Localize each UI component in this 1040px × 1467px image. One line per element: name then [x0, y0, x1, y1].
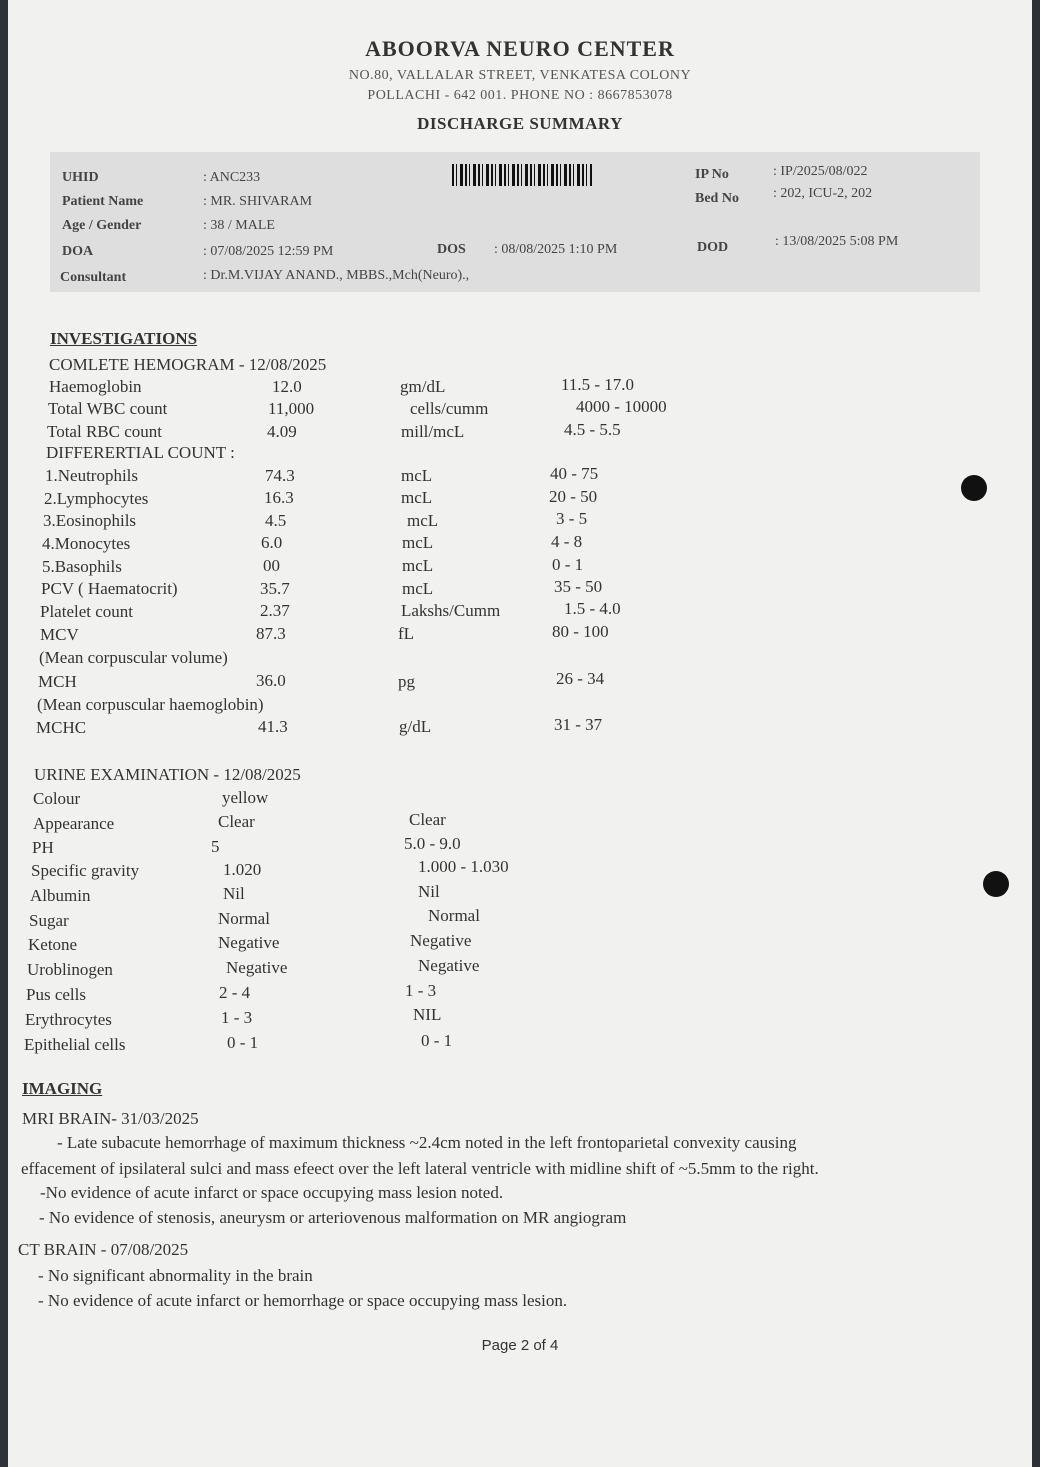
dos-value: : 08/08/2025 1:10 PM — [494, 242, 618, 257]
urine-test-value: Clear — [218, 812, 255, 831]
test-unit: Lakshs/Cumm — [401, 601, 501, 620]
punch-hole — [961, 475, 987, 501]
test-unit: mcL — [402, 556, 434, 575]
doa-label: DOA — [62, 244, 94, 259]
mri-finding: -No evidence of acute infarct or space occupying mass lesion noted. — [40, 1183, 504, 1202]
patient-name-label: Patient Name — [62, 194, 144, 209]
urine-test-value: 0 - 1 — [227, 1033, 259, 1052]
urine-title: URINE EXAMINATION - 12/08/2025 — [34, 765, 301, 784]
ip-label: IP No — [695, 167, 729, 182]
test-name: Haemoglobin — [49, 377, 142, 396]
test-name: MCV — [40, 625, 79, 644]
barcode-icon — [452, 164, 592, 186]
test-range: 40 - 75 — [550, 464, 599, 483]
test-name: Total WBC count — [48, 399, 168, 418]
test-unit: fL — [398, 624, 415, 643]
test-note: (Mean corpuscular haemoglobin) — [37, 695, 264, 714]
test-unit: mcL — [401, 466, 433, 485]
mri-finding: - Late subacute hemorrhage of maximum thickness ~2.4cm noted in the left frontoparietal convexity causing — [57, 1133, 797, 1152]
test-name: 1.Neutrophils — [45, 466, 139, 485]
bed-label: Bed No — [695, 191, 739, 206]
test-value: 6.0 — [261, 533, 283, 552]
test-value: 41.3 — [258, 717, 288, 736]
background-left — [0, 0, 8, 1467]
test-note: (Mean corpuscular volume) — [39, 648, 228, 667]
mri-finding: effacement of ipsilateral sulci and mass efeect over the left lateral ventricle with midline shift of ~5.5mm to the right. — [21, 1159, 819, 1178]
test-unit: mcL — [402, 533, 434, 552]
test-range: 31 - 37 — [554, 715, 603, 734]
test-name: 2.Lymphocytes — [44, 489, 149, 508]
urine-test-value: Negative — [218, 933, 280, 952]
test-range: 80 - 100 — [552, 622, 609, 641]
test-unit: mcL — [407, 511, 439, 530]
test-unit: mcL — [402, 579, 434, 598]
urine-test-ref: Nil — [418, 882, 440, 901]
address-line-2: POLLACHI - 642 001. PHONE NO : 8667853078 — [367, 88, 673, 103]
test-name: 4.Monocytes — [42, 534, 131, 553]
imaging-heading: IMAGING — [22, 1079, 103, 1098]
doa-value: : 07/08/2025 12:59 PM — [203, 244, 334, 259]
dos-label: DOS — [437, 242, 466, 257]
test-range: 3 - 5 — [556, 509, 588, 528]
test-value: 87.3 — [256, 624, 286, 643]
urine-test-ref: 1 - 3 — [405, 981, 437, 1000]
urine-test-value: 5 — [211, 837, 220, 856]
test-value: 2.37 — [260, 601, 290, 620]
test-unit: cells/cumm — [410, 399, 489, 418]
urine-test-value: 1.020 — [223, 860, 262, 879]
test-unit: pg — [398, 672, 415, 691]
test-value: 12.0 — [272, 377, 302, 396]
urine-test-ref: Normal — [428, 906, 480, 925]
test-range: 35 - 50 — [554, 577, 603, 596]
ct-finding: - No evidence of acute infarct or hemorrhage or space occupying mass lesion. — [38, 1291, 568, 1310]
test-value: 4.09 — [267, 422, 297, 441]
test-range: 4 - 8 — [551, 532, 583, 551]
urine-test-ref: Clear — [409, 810, 446, 829]
test-name: MCHC — [36, 718, 87, 737]
urine-test-value: Negative — [226, 958, 288, 977]
mri-title: MRI BRAIN- 31/03/2025 — [22, 1109, 199, 1128]
urine-test-name: Epithelial cells — [24, 1035, 126, 1054]
test-range: 11.5 - 17.0 — [561, 375, 635, 394]
dod-label: DOD — [697, 240, 729, 255]
urine-test-ref: 0 - 1 — [421, 1031, 453, 1050]
urine-test-ref: Negative — [410, 931, 472, 950]
ip-value: : IP/2025/08/022 — [773, 164, 868, 179]
background-right — [1032, 0, 1040, 1467]
center-name: ABOORVA NEURO CENTER — [365, 36, 675, 61]
bed-value: : 202, ICU-2, 202 — [773, 186, 873, 201]
urine-test-value: Normal — [218, 909, 270, 928]
test-value: 35.7 — [260, 579, 290, 598]
ct-finding: - No significant abnormality in the brain — [38, 1266, 313, 1285]
urine-test-value: 1 - 3 — [221, 1008, 253, 1027]
urine-test-ref: NIL — [413, 1005, 442, 1024]
test-unit: g/dL — [399, 717, 432, 736]
test-name: Platelet count — [40, 602, 134, 621]
test-name: Total RBC count — [47, 422, 162, 441]
urine-test-name: Albumin — [30, 886, 91, 905]
uhid-label: UHID — [62, 170, 99, 185]
age-gender-label: Age / Gender — [62, 218, 142, 233]
urine-test-ref: 1.000 - 1.030 — [418, 857, 509, 876]
test-unit: mcL — [401, 488, 433, 507]
urine-test-name: Specific gravity — [31, 861, 140, 880]
test-unit: mill/mcL — [401, 422, 465, 441]
investigations-heading: INVESTIGATIONS — [50, 329, 198, 348]
test-range: 4000 - 10000 — [576, 397, 667, 416]
test-range: 4.5 - 5.5 — [564, 420, 621, 439]
test-value: 74.3 — [265, 466, 295, 485]
urine-test-name: Uroblinogen — [27, 960, 113, 979]
urine-test-value: yellow — [222, 788, 269, 807]
test-unit: gm/dL — [400, 377, 446, 396]
urine-test-name: Appearance — [33, 814, 115, 833]
test-name: 3.Eosinophils — [43, 511, 137, 530]
consultant-value: : Dr.M.VIJAY ANAND., MBBS.,Mch(Neuro)., — [203, 268, 470, 283]
test-value: 11,000 — [268, 399, 315, 418]
test-range: 0 - 1 — [552, 555, 584, 574]
differential-title: DIFFERERTIAL COUNT : — [46, 443, 235, 462]
page-number: Page 2 of 4 — [481, 1337, 559, 1354]
urine-test-ref: Negative — [418, 956, 480, 975]
test-range: 20 - 50 — [549, 487, 598, 506]
patient-name-value: : MR. SHIVARAM — [203, 194, 313, 209]
urine-test-name: PH — [32, 838, 54, 857]
ct-title: CT BRAIN - 07/08/2025 — [18, 1240, 189, 1259]
address-line-1: NO.80, VALLALAR STREET, VENKATESA COLONY — [348, 68, 692, 83]
test-name: 5.Basophils — [42, 557, 122, 576]
test-name: PCV ( Haematocrit) — [41, 579, 178, 598]
dod-value: : 13/08/2025 5:08 PM — [775, 234, 899, 249]
test-range: 1.5 - 4.0 — [564, 599, 621, 618]
test-range: 26 - 34 — [556, 669, 605, 688]
age-gender-value: : 38 / MALE — [203, 218, 275, 233]
test-value: 00 — [263, 556, 280, 575]
hemogram-title: COMLETE HEMOGRAM - 12/08/2025 — [49, 355, 327, 374]
uhid-value: : ANC233 — [203, 170, 261, 185]
test-value: 36.0 — [256, 671, 286, 690]
urine-test-name: Sugar — [29, 911, 69, 930]
test-name: MCH — [38, 672, 77, 691]
urine-test-name: Pus cells — [26, 985, 86, 1004]
urine-test-name: Colour — [33, 789, 81, 808]
urine-test-value: Nil — [223, 884, 245, 903]
test-value: 16.3 — [264, 488, 294, 507]
urine-test-ref: 5.0 - 9.0 — [404, 834, 461, 853]
urine-test-name: Ketone — [28, 935, 78, 954]
test-value: 4.5 — [265, 511, 287, 530]
document-title: DISCHARGE SUMMARY — [417, 114, 623, 133]
center-address — [0, 66, 1040, 106]
urine-test-name: Erythrocytes — [25, 1010, 112, 1029]
mri-finding: - No evidence of stenosis, aneurysm or arteriovenous malformation on MR angiogram — [39, 1208, 627, 1227]
urine-test-value: 2 - 4 — [219, 983, 251, 1002]
punch-hole — [983, 871, 1009, 897]
consultant-label: Consultant — [60, 270, 127, 285]
